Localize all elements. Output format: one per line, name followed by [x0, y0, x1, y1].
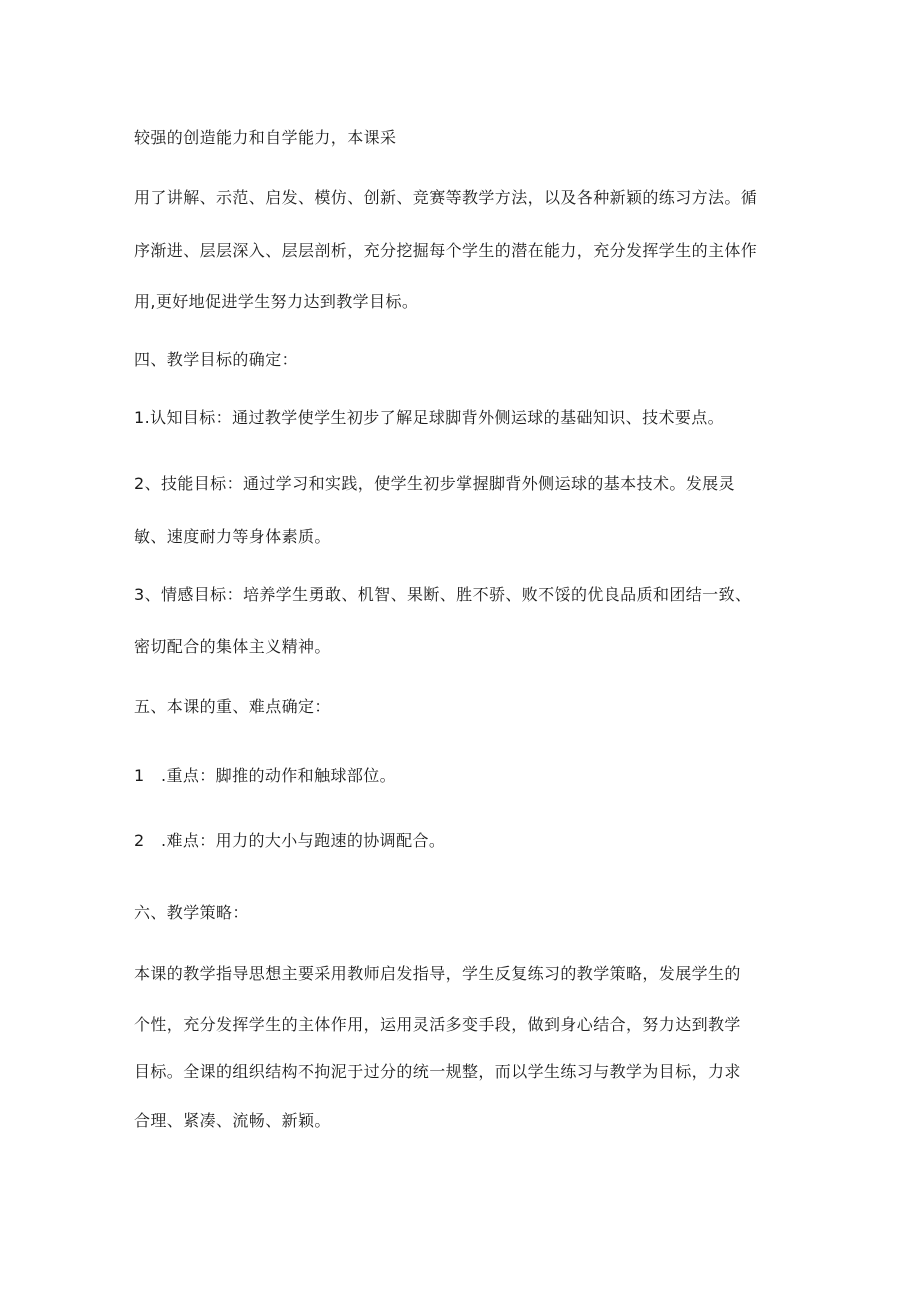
list-item: 3、情感目标：培养学生勇敢、机智、果断、胜不骄、败不馁的优良品质和团结一致、 — [134, 585, 752, 604]
section-heading: 四、教学目标的确定： — [134, 350, 299, 369]
text-line: 目标。全课的组织结构不拘泥于过分的统一规整，而以学生练习与教学为目标，力求 — [134, 1062, 741, 1081]
text-line: 较强的创造能力和自学能力，本课采 — [134, 128, 397, 147]
text-line: 用,更好地促进学生努力达到教学目标。 — [134, 292, 419, 311]
section-heading: 六、教学策略： — [134, 903, 249, 922]
list-item: 2、技能目标：通过学习和实践，使学生初步掌握脚背外侧运球的基本技术。发展灵 — [134, 474, 735, 493]
list-item: 1.认知目标：通过教学使学生初步了解足球脚背外侧运球的基础知识、技术要点。 — [134, 408, 725, 427]
text-line: 本课的教学指导思想主要采用教师启发指导，学生反复练习的教学策略，发展学生的 — [134, 964, 741, 983]
list-item: 2 .难点：用力的大小与跑速的协调配合。 — [134, 831, 446, 850]
text-line: 敏、速度耐力等身体素质。 — [134, 527, 331, 546]
text-line: 合理、紧凑、流畅、新颖。 — [134, 1111, 331, 1130]
text-line: 用了讲解、示范、启发、模仿、创新、竞赛等教学方法，以及各种新颖的练习方法。循 — [134, 188, 758, 207]
text-line: 个性，充分发挥学生的主体作用，运用灵活多变手段，做到身心结合，努力达到教学 — [134, 1015, 741, 1034]
section-heading: 五、本课的重、难点确定： — [134, 697, 331, 716]
text-line: 密切配合的集体主义精神。 — [134, 637, 331, 656]
list-item: 1 .重点：脚推的动作和触球部位。 — [134, 766, 397, 785]
text-line: 序渐进、层层深入、层层剖析，充分挖掘每个学生的潜在能力，充分发挥学生的主体作 — [134, 241, 758, 260]
